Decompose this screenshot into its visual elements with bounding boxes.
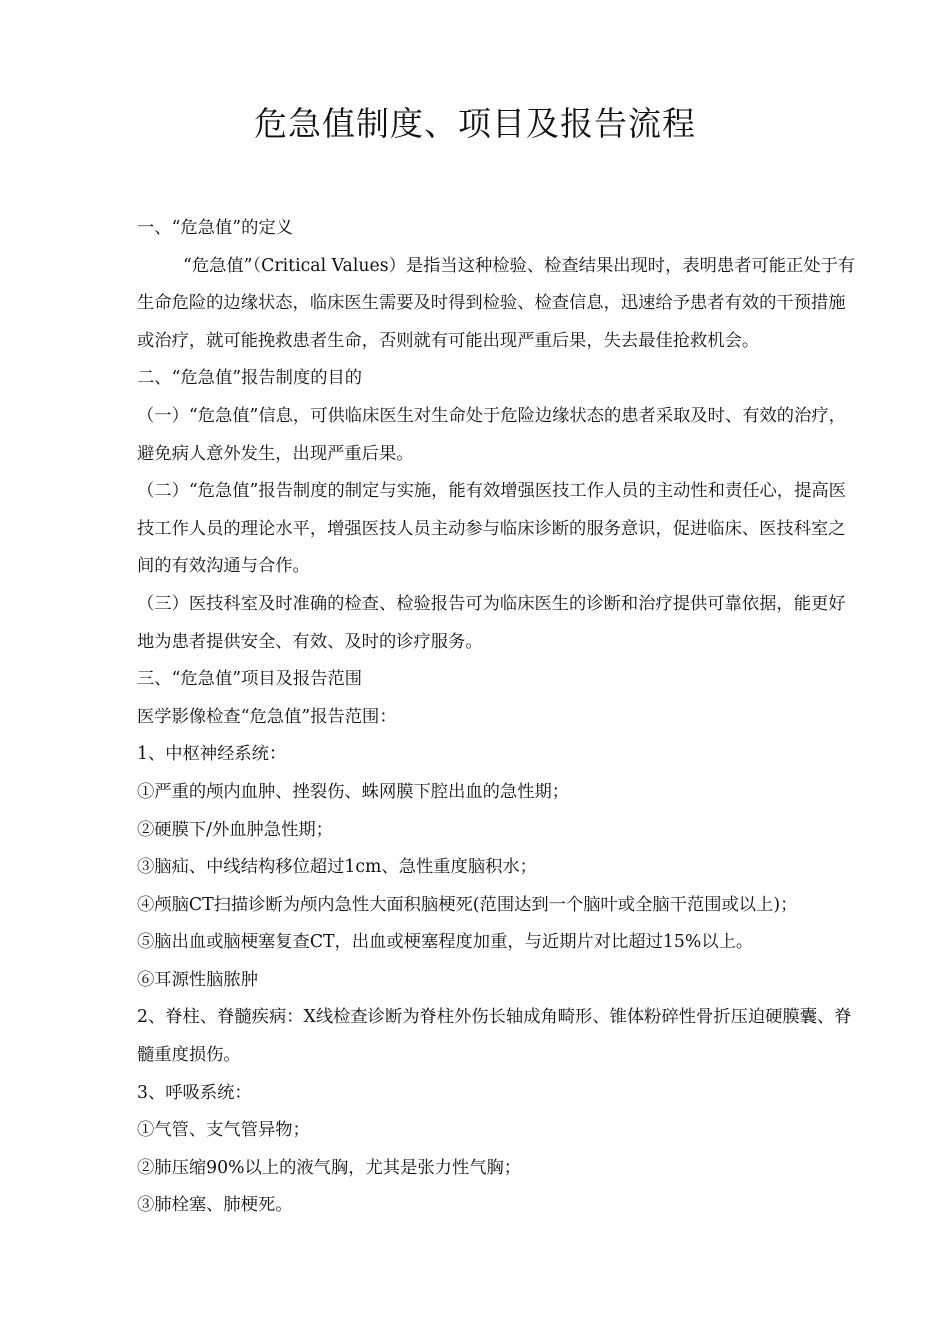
paragraph-purpose-3: （三）医技科室及时准确的检查、检验报告可为临床医生的诊断和治疗提供可靠依据，能更好地为患者提供安全、有效、及时的诊疗服务。 [137,593,846,652]
list-item-respiratory-2: ②肺压缩90%以上的液气胸，尤其是张力性气胸； [137,1157,522,1178]
section-heading-scope: 三、“危急值”项目及报告范围 [137,669,363,690]
list-heading-spine: 2、脊柱、脊髓疾病：X线检查诊断为脊柱外伤长轴成角畸形、锥体粉碎性骨折压迫硬膜囊、脊髓重度损伤。 [137,1007,852,1066]
list-item-respiratory-3: ③肺栓塞、肺梗死。 [137,1195,293,1216]
list-item-cns-4: ④颅脑CT扫描诊断为颅内急性大面积脑梗死(范围达到一个脑叶或全脑干范围或以上)； [137,894,798,915]
section-heading-purpose: 二、“危急值”报告制度的目的 [137,368,363,389]
list-item-cns-3: ③脑疝、中线结构移位超过1cm、急性重度脑积水； [137,857,537,878]
paragraph-purpose-1: （一）“危急值”信息，可供临床医生对生命处于危险边缘状态的患者采取及时、有效的治疗，避免病人意外发生，出现严重后果。 [137,405,846,464]
list-item-cns-2: ②硬膜下/外血肿急性期； [137,819,333,840]
document-body [137,210,862,1225]
paragraph-imaging-scope: 医学影像检查“危急值”报告范围： [137,706,397,727]
document-title: 危急值制度、项目及报告流程 [254,104,696,143]
list-item-respiratory-1: ①气管、支气管异物； [137,1120,310,1141]
list-item-cns-6: ⑥耳源性脑脓肿 [137,969,258,990]
paragraph-definition: “危急值”（Critical Values）是指当这种检验、检查结果出现时，表明患者可能正处于有生命危险的边缘状态，临床医生需要及时得到检验、检查信息，迅速给予患者有效的干预措施或治疗，就可能挽救患者生命，否则就有可能出现严重后果，失去最佳抢救机会。 [137,255,856,351]
list-item-cns-5: ⑤脑出血或脑梗塞复查CT，出血或梗塞程度加重，与近期片对比超过15%以上。 [137,932,754,953]
section-heading-definition: 一、“危急值”的定义 [137,218,293,238]
paragraph-purpose-2: （二）“危急值”报告制度的制定与实施，能有效增强医技工作人员的主动性和责任心，提高医技工作人员的理论水平，增强医技人员主动参与临床诊断的服务意识，促进临床、医技科室之间的有效沟通与合作。 [137,481,846,577]
list-item-cns-1: ①严重的颅内血肿、挫裂伤、蛛网膜下腔出血的急性期； [137,781,570,802]
list-heading-respiratory: 3、呼吸系统： [137,1082,252,1103]
list-heading-cns: 1、中枢神经系统： [137,744,287,765]
